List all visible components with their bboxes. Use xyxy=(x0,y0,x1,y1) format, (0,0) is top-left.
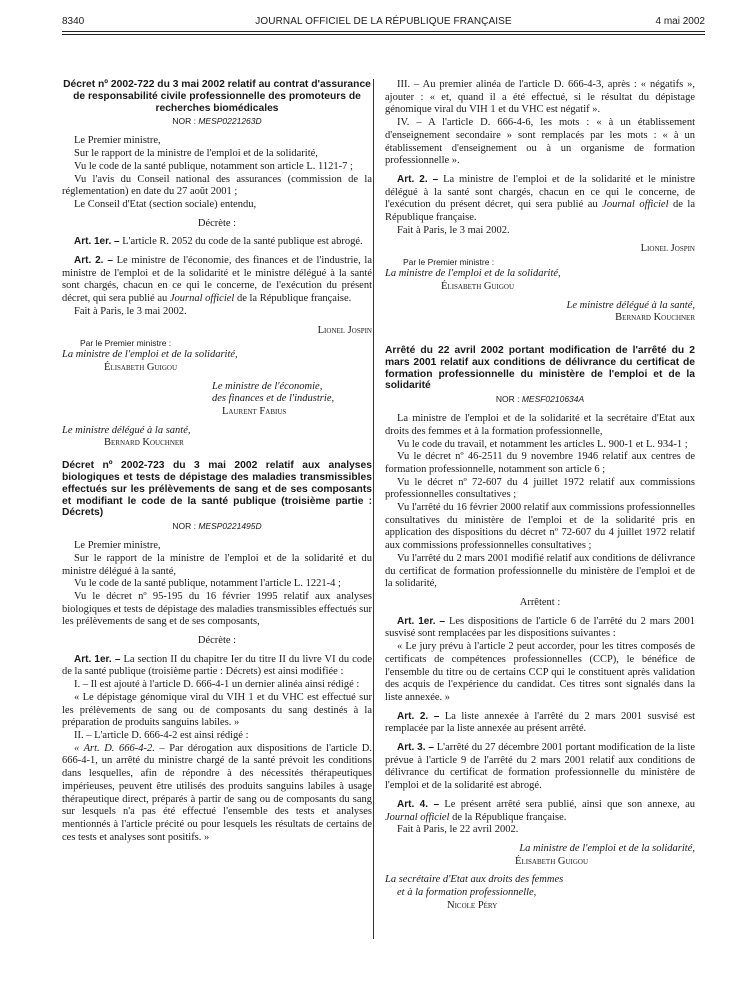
minister-title: des finances et de l'industrie, xyxy=(212,393,335,405)
article-text-end: de la République française. xyxy=(452,811,567,823)
minister-name: Élisabeth Guigou xyxy=(441,280,515,292)
signatory: Lionel Jospin xyxy=(317,324,372,336)
minister-title: Le ministre de l'économie, xyxy=(212,380,323,392)
page-number: 8340 xyxy=(62,16,85,27)
article-label: Art. 2. – xyxy=(397,710,440,722)
preamble-line: Vu le décret nº 72-607 du 4 juillet 1972 relatif aux commissions professionnelles consultatives ; xyxy=(385,476,695,501)
par-le-premier-ministre: Par le Premier ministre : xyxy=(80,338,172,349)
arrete-2002-04-22 xyxy=(385,345,695,913)
article-text: Le ministre de l'économie, des finances et de l'industrie, la ministre de l'emploi et de la solidarité et le ministre délégué à la santé sont chargés, chacun en ce qui le concerne, de l'exécution du présent décret, qui sera publié au xyxy=(62,255,373,305)
nor-code: MESF0210634A xyxy=(521,394,585,405)
signatory: Lionel Jospin xyxy=(640,243,695,255)
article-4 xyxy=(385,799,695,824)
quoted-text: « Le jury prévu à l'article 2 peut accorder, pour les titres composés de certificats de compétences professionnelles (CCP), le bénéfice de l'ensemble du titre ou de certains CCP qui le constituent après validation des acquis de l'expérience du candidat. Ces titres sont signalés dans la liste annexée. » xyxy=(385,641,695,703)
decree-2002-723 xyxy=(62,460,372,844)
minister-title: La secrétaire d'Etat aux droits des femmes xyxy=(385,874,564,886)
minister-name: Élisabeth Guigou xyxy=(104,361,178,373)
nor-code: MESP0221495D xyxy=(198,521,262,532)
preamble-line: Vu le décret nº 46-2511 du 9 novembre 1946 relatif aux centres de formation professionnelle, notamment son article 6 ; xyxy=(385,451,695,475)
nor-reference xyxy=(62,521,372,532)
preamble-line: Vu le décret nº 95-195 du 16 février 1995 relatif aux analyses biologiques et tests de dépistage des maladies transmissibles effectués sur les prélèvements de sang et de ses composants, xyxy=(62,590,372,628)
issue-date: 4 mai 2002 xyxy=(655,16,705,27)
column-separator xyxy=(373,79,374,939)
article-text: L'article R. 2052 du code de la santé publique est abrogé. xyxy=(122,236,363,248)
minister-name: Élisabeth Guigou xyxy=(515,855,589,867)
article-item: I. – Il est ajouté à l'article D. 666-4-1 un dernier alinéa ainsi rédigé : xyxy=(74,679,360,691)
par-le-premier-ministre: Par le Premier ministre : xyxy=(403,257,495,268)
journal-ref: Journal officiel xyxy=(169,293,235,305)
article-1 xyxy=(62,236,372,249)
article-text: Le présent arrêté sera publié, ainsi que son annexe, au xyxy=(444,798,696,810)
quoted-text xyxy=(62,743,372,845)
preamble-line: Vu le code de la santé publique, notamment son article L. 1121-7 ; xyxy=(74,160,353,172)
preamble-line: La ministre de l'emploi et de la solidarité et la secrétaire d'Etat aux droits des femmes et à la formation professionnelle, xyxy=(385,413,695,437)
article-item: II. – L'article D. 666-4-2 est ainsi rédigé : xyxy=(74,729,249,741)
minister-name: Bernard Kouchner xyxy=(615,312,695,324)
quoted-article-text: – Par dérogation aux dispositions de l'article D. 666-4-1, un arrêté du ministre chargé de la santé prévoit les conditions dans lesquelles, afin de répondre à des nécessités thérapeutiques impérieuses, peuvent être utilisés des produits sanguins labiles à usage thérapeutique direct, préparés à partir de sang ou de composants du sang sur lesquels n'a pas été effectué l'ensemble des tests et analyses mentionnés à l'article précité ou pour lesquels les résultats de certains de ces tests et analyses sont positifs. » xyxy=(62,742,372,843)
page-header xyxy=(62,16,705,30)
article-text-end: de la République française. xyxy=(236,293,352,305)
minister-title: Le ministre délégué à la santé, xyxy=(62,424,191,436)
fait-a-paris: Fait à Paris, le 3 mai 2002. xyxy=(74,305,187,317)
journal-ref: Journal officiel xyxy=(385,811,450,823)
preamble-line: Le Premier ministre, xyxy=(74,135,161,147)
article-1 xyxy=(62,654,372,679)
preamble-line: Vu l'avis du Conseil national des assurances (commission de la réglementation) en date du 27 août 2001 ; xyxy=(62,173,372,198)
journal-ref: Journal officiel xyxy=(602,199,669,211)
decrete-label: Décrète : xyxy=(197,217,237,229)
nor-label: NOR : xyxy=(172,521,196,532)
preamble-line: Le Premier ministre, xyxy=(74,540,161,552)
decree-title: Décret nº 2002-723 du 3 mai 2002 relatif aux analyses biologiques et tests de dépistage des maladies transmissibles effectués sur les prélèvements de sang et de ses composants et modifiant le code de la santé publique (troisième partie : Décrets) xyxy=(62,460,372,519)
nor-label: NOR : xyxy=(172,116,196,127)
preamble-line: Vu le code du travail, et notamment les articles L. 900-1 et L. 934-1 ; xyxy=(397,438,688,450)
decree-title: Décret nº 2002-722 du 3 mai 2002 relatif au contrat d'assurance de responsabilité civile professionnelle des promoteurs de recherches biomédicales xyxy=(63,79,371,114)
minister-title: La ministre de l'emploi et de la solidarité, xyxy=(62,349,238,361)
article-2 xyxy=(385,711,695,736)
fait-a-paris: Fait à Paris, le 3 mai 2002. xyxy=(397,224,510,236)
decrete-label: Décrète : xyxy=(197,635,237,647)
article-label: Art. 3. – xyxy=(397,742,434,754)
nor-code: MESP0221263D xyxy=(198,116,262,127)
nor-label: NOR : xyxy=(495,394,520,405)
nor-reference xyxy=(385,394,695,405)
article-label: Art. 2. – xyxy=(74,255,113,267)
article-3 xyxy=(385,742,695,793)
left-column xyxy=(62,79,372,844)
nor-reference xyxy=(62,116,372,127)
preamble-line: Vu le code de la santé publique, notamment l'article L. 1221-4 ; xyxy=(74,578,341,590)
article-item: IV. – A l'article D. 666-4-6, les mots : « à un établissement d'enseignement secondaire » sont remplacés par les mots : « à un établissement d'enseignement ou à un organisme de formation professionnelle ». xyxy=(385,117,695,167)
article-text: La ministre de l'emploi et de la solidarité et le ministre délégué à la santé sont chargés, chacun en ce qui le concerne, de l'exécution du présent décret, qui sera publié au xyxy=(385,173,696,211)
preamble-line: Sur le rapport de la ministre de l'emploi et de la solidarité, xyxy=(74,148,318,160)
minister-name: Laurent Fabius xyxy=(222,406,287,418)
header-rule-double xyxy=(62,34,705,35)
preamble-line: Le Conseil d'Etat (section sociale) entendu, xyxy=(74,198,257,210)
header-rule xyxy=(62,31,705,32)
preamble-line: Vu l'arrêté du 16 février 2000 relatif aux commissions professionnelles consultatives du ministère de l'emploi et de la solidarité pris en application des dispositions du décret nº 72-607 du 4 juillet 1972 relatif aux commissions professionnelles consultatives ; xyxy=(385,502,695,552)
preamble-line: Vu l'arrêté du 2 mars 2001 modifié relatif aux conditions de délivrance du certificat de formation professionnelle du ministère de l'emploi et de la solidarité, xyxy=(385,552,695,590)
minister-title: Le ministre délégué à la santé, xyxy=(566,299,695,311)
article-label: Art. 1er. – xyxy=(74,653,121,665)
quoted-text: « Le dépistage génomique viral du VIH 1 et du VHC est effectué sur les prélèvements de sang ou de composants du sang destinés à la préparation de produits sanguins labiles. » xyxy=(62,691,372,729)
article-label: Art. 1er. – xyxy=(74,236,120,248)
article-2 xyxy=(62,255,372,306)
quoted-article-label: « Art. D. 666-4-2. xyxy=(74,742,155,754)
decree-2002-723-continued xyxy=(385,79,695,325)
minister-title: La ministre de l'emploi et de la solidarité, xyxy=(519,842,695,854)
article-text: L'arrêté du 27 décembre 2001 portant modification de la liste prévue à l'article 9 de l'arrêté du 2 mars 2001 relatif aux conditions de délivrance du certificat de formation professionnelle du ministère de l'emploi et de la solidarité est abrogé. xyxy=(385,742,695,792)
minister-title: et à la formation professionnelle, xyxy=(397,887,537,899)
journal-title: JOURNAL OFFICIEL DE LA RÉPUBLIQUE FRANÇAISE xyxy=(255,16,512,27)
arretent-label: Arrêtent : xyxy=(519,596,561,608)
article-text: La liste annexée à l'arrêté du 2 mars 2001 susvisé est remplacée par la liste annexée au présent arrêté. xyxy=(385,710,695,735)
minister-name: Nicole Péry xyxy=(447,899,498,911)
article-label: Art. 1er. – xyxy=(397,615,446,627)
article-label: Art. 2. – xyxy=(397,173,439,185)
minister-name: Bernard Kouchner xyxy=(104,437,184,449)
article-label: Art. 4. – xyxy=(397,798,440,810)
article-text: Les dispositions de l'article 6 de l'arrêté du 2 mars 2001 susvisé sont remplacées par les dispositions suivantes : xyxy=(385,615,695,640)
preamble-line: Sur le rapport de la ministre de l'emploi et de la solidarité et du ministre délégué à la santé, xyxy=(62,552,372,577)
article-text: La section II du chapitre Ier du titre II du livre VI du code de la santé publique (troisième partie : Décrets) est ainsi modifiée : xyxy=(62,653,373,678)
article-2 xyxy=(385,174,695,225)
fait-a-paris: Fait à Paris, le 22 avril 2002. xyxy=(397,824,519,836)
article-1 xyxy=(385,616,695,641)
decree-2002-722 xyxy=(62,79,372,450)
right-column xyxy=(385,79,695,912)
minister-title: La ministre de l'emploi et de la solidarité, xyxy=(385,268,561,280)
article-text-end: de la République française. xyxy=(385,199,695,224)
arrete-title: Arrêté du 22 avril 2002 portant modification de l'arrêté du 2 mars 2001 relatif aux conditions de délivrance du certificat de formation professionnelle du ministère de l'emploi et de la solidarité xyxy=(385,344,695,392)
article-item: III. – Au premier alinéa de l'article D. 666-4-3, après : « négatifs », ajouter : « et, quand il a été effectué, si le résultat du dépistage génomique viral du VIH 1 et du VHC est négatif ». xyxy=(385,79,695,116)
